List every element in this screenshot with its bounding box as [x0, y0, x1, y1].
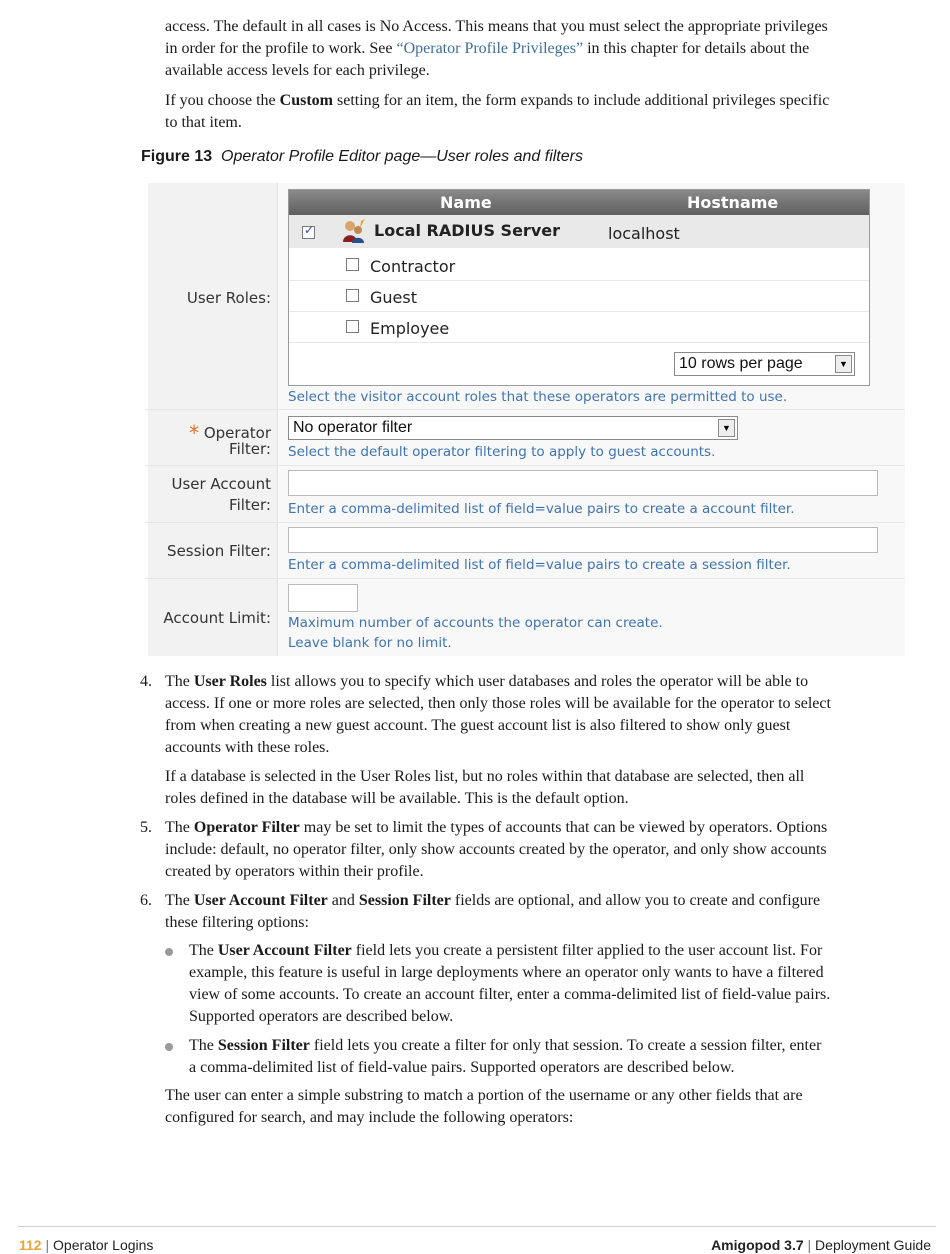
role-checkbox-guest[interactable] [346, 289, 359, 302]
step-bold: User Roles [193, 673, 267, 690]
step-line: these filtering options: [165, 914, 309, 931]
step-line [165, 671, 808, 693]
step-text: may be set to limit the types of accounts that can be viewed by operators. Options [299, 819, 828, 836]
operator-filter-row [145, 410, 905, 466]
step-line [165, 817, 827, 839]
intro-bold: Custom [279, 92, 333, 109]
bullet-icon [165, 948, 173, 956]
intro-line [165, 112, 242, 134]
step-line: from when creating a new guest account. The guest account list is also filtered to show only guest [165, 717, 791, 734]
role-name: Contractor [370, 257, 456, 276]
bullet-text: The [189, 1037, 218, 1054]
user-roles-label-text: User Roles: [186, 289, 271, 307]
intro-text: to that item. [165, 114, 242, 131]
footer-section: Operator Logins [53, 1237, 154, 1253]
col-name-header: Name [440, 193, 492, 212]
step-text: The [165, 673, 194, 690]
rows-per-page-select[interactable] [674, 352, 855, 376]
user-account-filter-row [145, 466, 905, 523]
step-line: created by operators within their profile. [165, 863, 424, 880]
server-checkbox[interactable] [302, 226, 315, 239]
step-text: The [165, 819, 194, 836]
chevron-down-icon: ▼ [718, 419, 735, 437]
user-roles-row [145, 183, 905, 410]
user-account-filter-input[interactable] [288, 470, 878, 496]
session-filter-input[interactable] [288, 527, 878, 553]
role-name: Guest [370, 288, 417, 307]
account-limit-value [279, 579, 905, 656]
account-limit-hint: Leave blank for no limit. [288, 635, 452, 651]
privileges-link[interactable]: “Operator Profile Privileges” [396, 40, 584, 57]
session-filter-label [148, 523, 278, 578]
operator-filter-label-text: Operator [203, 424, 271, 442]
step-bold: Operator Filter [193, 819, 300, 836]
chevron-down-icon: ▼ [835, 355, 852, 373]
col-hostname-header: Hostname [687, 193, 779, 212]
session-filter-hint: Enter a comma-delimited list of field=value pairs to create a session filter. [288, 557, 791, 573]
step-line: roles defined in the database will be available. This is the default option. [165, 790, 629, 807]
session-filter-row [145, 523, 905, 579]
step-line: include: default, no operator filter, only show accounts created by the operator, and only show accounts [165, 841, 827, 858]
table-row [289, 312, 869, 343]
step-text: list allows you to specify which user databases and roles the operator will be able to [266, 673, 809, 690]
intro-text: in order for the profile to work. See [165, 40, 397, 57]
operator-profile-form [145, 183, 905, 657]
figure-number: Figure 13 [141, 148, 213, 165]
rows-per-page-value: 10 rows per page [679, 355, 803, 372]
operator-filter-label [148, 410, 278, 465]
step-bold: Session Filter [358, 892, 451, 909]
step-line: access. If one or more roles are selected, then only those roles will be available for the operator to select [165, 695, 831, 712]
table-row [289, 281, 869, 312]
roles-table-header [289, 190, 869, 215]
server-name: Local RADIUS Server [374, 221, 560, 240]
footer-divider [18, 1226, 936, 1227]
user-roles-value [279, 183, 905, 409]
step-bold: User Account Filter [193, 892, 328, 909]
role-checkbox-employee[interactable] [346, 320, 359, 333]
required-marker: * [189, 421, 200, 445]
operator-filter-select[interactable] [288, 416, 738, 440]
paragraph-line: The user can enter a simple substring to match a portion of the username or any other fields that are [165, 1087, 803, 1104]
footer-product: Amigopod 3.7 [711, 1237, 804, 1253]
session-filter-label-text: Session Filter: [167, 542, 271, 560]
account-limit-label-text: Account Limit: [163, 609, 271, 627]
step-line [165, 890, 820, 912]
bullet-line: Supported operators are described below. [189, 1008, 454, 1025]
step-number: 4. [140, 673, 152, 690]
step-number: 6. [140, 892, 152, 909]
bullet-bold: Session Filter [217, 1037, 310, 1054]
table-row [289, 250, 869, 281]
bullet-text: The [189, 942, 218, 959]
user-roles-hint: Select the visitor account roles that these operators are permitted to use. [288, 389, 788, 405]
paragraph-line: configured for search, and may include the following operators: [165, 1109, 574, 1126]
operator-filter-selected: No operator filter [293, 419, 413, 436]
bullet-line: view of some accounts. To create an account filter, enter a comma-delimited list of field-value pairs. [189, 986, 831, 1003]
step-line: accounts with these roles. [165, 739, 330, 756]
footer-doc-title: Deployment Guide [815, 1237, 931, 1253]
account-limit-row [145, 579, 905, 656]
account-limit-label [148, 579, 278, 656]
page-number: 112 [19, 1237, 42, 1253]
user-account-filter-value [279, 466, 905, 522]
step-number: 5. [140, 819, 152, 836]
footer-left: 112 | Operator Logins [19, 1237, 154, 1253]
roles-table [288, 189, 870, 386]
session-filter-value [279, 523, 905, 578]
intro-line [165, 38, 809, 60]
account-limit-hint: Maximum number of accounts the operator can create. [288, 615, 663, 631]
server-hostname: localhost [608, 224, 680, 243]
bullet-bold: User Account Filter [217, 942, 352, 959]
role-name: Employee [370, 319, 450, 338]
bullet-line: example, this feature is useful in large deployments where an operator only wants to have a filtered [189, 964, 824, 981]
user-account-filter-label-text: User Account [171, 475, 271, 493]
step-text: and [327, 892, 359, 909]
intro-text: setting for an item, the form expands to include additional privileges specific [332, 92, 830, 109]
server-icon [341, 218, 367, 244]
intro-text: in this chapter for details about the [583, 40, 810, 57]
bullet-line: a comma-delimited list of field-value pairs. Supported operators are described below. [189, 1059, 735, 1076]
step-text: The [165, 892, 194, 909]
intro-text: access. The default in all cases is No Access. This means that you must select the appropriate privileges [165, 18, 828, 35]
account-limit-input[interactable] [288, 584, 358, 612]
bullet-line [189, 940, 822, 962]
bullet-line [189, 1035, 821, 1057]
user-account-filter-label-text: Filter: [229, 496, 271, 514]
operator-filter-hint: Select the default operator filtering to apply to guest accounts. [288, 444, 716, 460]
user-roles-label [148, 183, 278, 409]
figure-caption [141, 148, 583, 166]
bullet-icon [165, 1043, 173, 1051]
operator-filter-label-text: Filter: [229, 440, 271, 458]
intro-line [165, 16, 828, 38]
footer-right: Amigopod 3.7 | Deployment Guide [711, 1237, 931, 1253]
operator-filter-value [279, 410, 905, 465]
intro-text: If you choose the [165, 92, 280, 109]
role-checkbox-contractor[interactable] [346, 258, 359, 271]
step-text: fields are optional, and allow you to create and configure [450, 892, 821, 909]
intro-line [165, 60, 430, 82]
user-account-filter-hint: Enter a comma-delimited list of field=value pairs to create a account filter. [288, 501, 795, 517]
bullet-text: field lets you create a persistent filter applied to the user account list. For [351, 942, 823, 959]
figure-title: Operator Profile Editor page—User roles and filters [221, 148, 583, 165]
step-line: If a database is selected in the User Roles list, but no roles within that database are selected, then all [165, 768, 805, 785]
intro-text: available access levels for each privilege. [165, 62, 430, 79]
intro-line [165, 90, 829, 112]
table-row [289, 215, 869, 248]
user-account-filter-label [148, 466, 278, 522]
bullet-text: field lets you create a filter for only that session. To create a session filter, enter [309, 1037, 822, 1054]
